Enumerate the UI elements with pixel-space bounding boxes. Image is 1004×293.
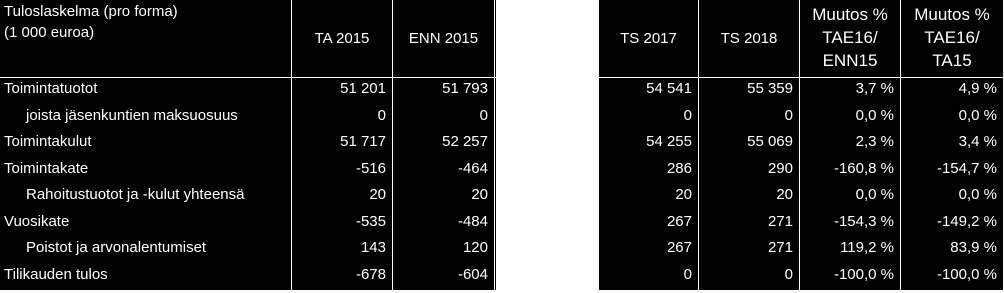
cell-ts2017: 54 541 [646,80,692,97]
row-label: Vuosikate [4,213,70,230]
cell-ts2017: 54 255 [646,133,692,150]
cell-enn2015: 20 [471,186,488,203]
cell-change1: 0,0 % [855,107,894,124]
cell-ts2017: 286 [666,160,692,177]
cell-ts2018: 271 [767,239,793,256]
cell-change2: 0,0 % [958,107,997,124]
cell-change2: 83,9 % [950,239,997,256]
cell-ts2018: 271 [767,213,793,230]
cell-change2: 4,9 % [958,80,997,97]
cell-ta2015: -678 [355,266,386,283]
cell-ta2015: 51 717 [340,133,386,150]
cell-change1: 0,0 % [855,186,894,203]
column-divider [494,0,495,290]
cell-change2: -149,2 % [936,213,997,230]
cell-ta2015: 20 [369,186,386,203]
cell-enn2015: 120 [462,239,488,256]
row-label: Tilikauden tulos [4,266,108,283]
cell-ta2015: -516 [355,160,386,177]
table-title: Tuloslaskelma (pro forma) [4,3,178,20]
cell-ts2018: 55 359 [747,80,793,97]
row-label: Toimintakate [4,160,89,177]
cell-change2: 3,4 % [958,133,997,150]
cell-enn2015: -604 [457,266,488,283]
row-label: Poistot ja arvonalentumiset [26,239,207,256]
header-divider [598,77,1004,78]
cell-change1: 119,2 % [840,239,894,256]
cell-change2: -100,0 % [936,266,997,283]
header-change2-line3: TA15 [932,51,972,70]
cell-ta2015: -535 [355,213,386,230]
header-change2-line2: TAE16/ [924,28,980,47]
header-change2-line1: Muutos % [914,5,990,24]
cell-enn2015: 52 257 [442,133,488,150]
cell-ts2017: 20 [675,186,692,203]
table-right-panel [598,0,1004,290]
cell-ts2018: 55 069 [747,133,793,150]
cell-change1: 2,3 % [855,133,894,150]
cell-change1: 3,7 % [855,80,894,97]
cell-ts2018: 0 [784,107,793,124]
header-change1-line2: TAE16/ [822,28,878,47]
cell-ts2018: 20 [776,186,793,203]
cell-change1: -154,3 % [833,213,894,230]
cell-ta2015: 51 201 [340,80,386,97]
cell-enn2015: 0 [479,107,488,124]
header-ts2017: TS 2017 [620,30,677,47]
cell-change1: -100,0 % [833,266,894,283]
header-change1-line3: ENN15 [822,51,878,70]
cell-ts2017: 267 [666,213,692,230]
cell-change2: -154,7 % [936,160,997,177]
row-label: Toimintakulut [4,133,92,150]
cell-ts2017: 267 [666,239,692,256]
cell-ta2015: 0 [377,107,386,124]
cell-change1: -160,8 % [833,160,894,177]
header-ta2015: TA 2015 [314,30,370,47]
cell-ta2015: 143 [360,239,386,256]
header-ts2018: TS 2018 [720,30,778,47]
cell-ts2017: 0 [683,107,692,124]
table-unit: (1 000 euroa) [4,24,95,41]
header-divider [0,77,496,78]
row-label: joista jäsenkuntien maksuosuus [26,107,238,124]
cell-ts2018: 290 [767,160,793,177]
cell-change2: 0,0 % [958,186,997,203]
cell-ts2017: 0 [683,266,692,283]
cell-ts2018: 0 [784,266,793,283]
row-label: Rahoitustuotot ja -kulut yhteensä [26,186,245,203]
header-change1-line1: Muutos % [812,5,888,24]
cell-enn2015: 51 793 [442,80,488,97]
cell-enn2015: -464 [457,160,488,177]
header-enn2015: ENN 2015 [408,30,479,47]
table-left-panel [0,0,496,290]
row-label: Toimintatuotot [4,80,98,97]
cell-enn2015: -484 [457,213,488,230]
